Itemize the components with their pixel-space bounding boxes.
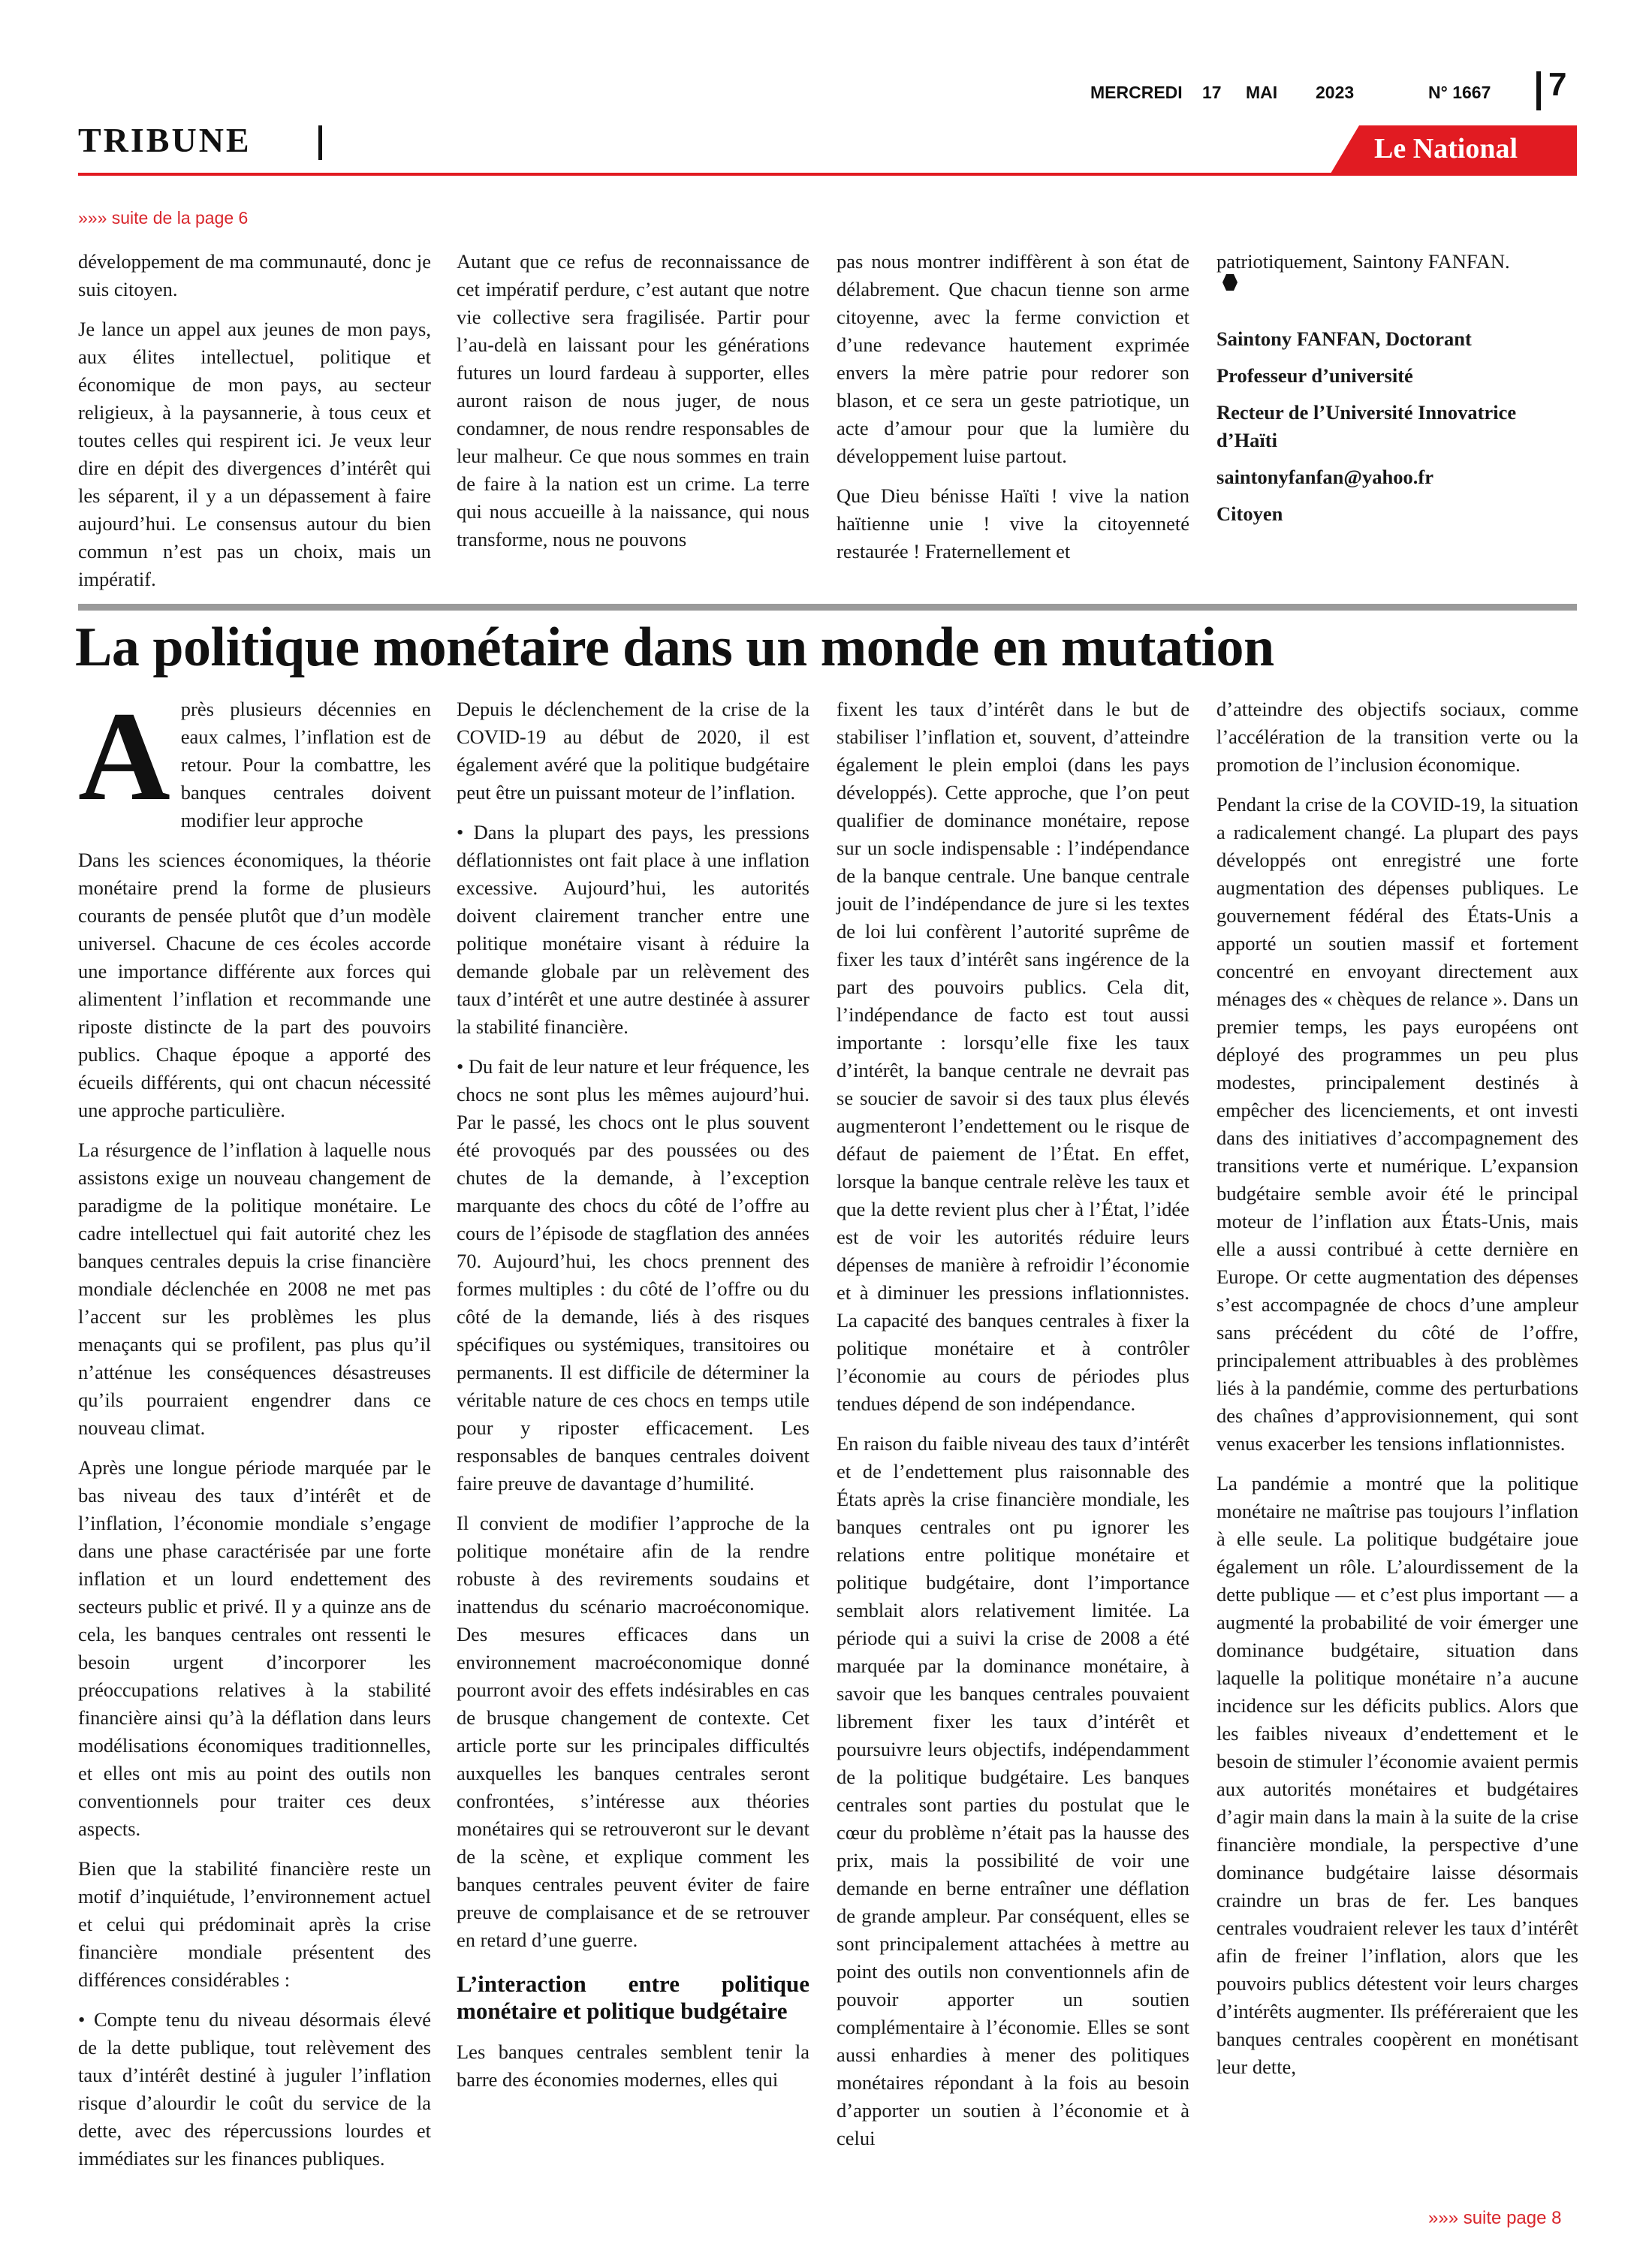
- date-day: 17: [1202, 83, 1222, 102]
- continued-to-link[interactable]: »»» suite page 8: [1428, 2208, 1562, 2228]
- article-headline: La politique monétaire dans un monde en mutation: [75, 617, 1274, 678]
- paragraph: Dans les sciences économiques, la théorie monétaire prend la forme de plusieurs courants de pensée plutôt que d’un modèle universel. Chacune de ces écoles accorde une importance différente aux forces qui alimentent l’inflation et recommande une riposte distincte de la part des pouvoirs publics. Chaque époque a apporté des écueils différents, qui ont chacun nécessité une approche particulière.: [78, 849, 431, 1121]
- paragraph: Autant que ce refus de reconnaissance de cet impératif perdure, c’est autant que notre vie collective sera fragilisée. Partir pour l’au-delà en laissant pour les générations futures un lourd fardeau à supporter, elles auront raison de nous juger, de nous condamner, de nous rendre responsables de leur malheur. Ce que nous sommes en train de faire à la nation est un crime. La terre qui nous accueille à la naissance, qui nous transforme, nous ne pouvons: [457, 250, 809, 550]
- paragraph: Pendant la crise de la COVID-19, la situation a radicalement changé. La plupart des pays développés ont enregistré une forte augmentation des dépenses publiques. Le gouvernement fédéral des États-Unis a apporté un soutien massif et fortement concentré en envoyant directement aux ménages des « chèques de relance ». Dans un premier temps, les pays européens ont déployé des programmes un peu plus modestes, principalement destinés à empêcher des licenciements, et ont investi dans des initiatives d’accompagnement des transitions verte et numérique. L’expansion budgétaire semble avoir été le principal moteur de l’inflation aux États-Unis, mais elle a aussi contribué à cette dernière en Europe. Or cette augmentation des dépenses s’est accompagnée de chocs d’une ampleur sans précédent du côté de l’offre, principalement attribuables à des problèmes liés à la pandémie, comme des perturbations des chaînes d’approvisionnement, qui sont venus exacerber les tensions inflationnistes.: [1216, 793, 1578, 1455]
- tribune-column-1: [78, 248, 431, 605]
- paragraph: pas nous montrer indiffèrent à son état de délabrement. Que chacun tienne son arme citoyenne, avec la ferme conviction et d’une redevance hautement exprimée envers la mère patrie pour redorer son blason, et ce sera un geste patriotique, un acte d’amour pour que la lumière du développement luise partout.: [837, 250, 1189, 467]
- article-column-1: [78, 686, 431, 2185]
- newspaper-logo: Le National: [1374, 133, 1518, 164]
- signature-name: Saintony FANFAN, Doctorant: [1216, 327, 1472, 350]
- paragraph: • Compte tenu du niveau désormais élevé de la dette publique, tout relèvement des taux d’intérêt destiné à juguler l’inflation risque d’alourdir le coût du service de la dette, avec des répercussions lourdes et immédiates sur les finances publiques.: [78, 2008, 431, 2170]
- paragraph: patriotiquement, Saintony FANFAN.: [1216, 250, 1510, 273]
- author-signature: [1216, 325, 1578, 528]
- article-column-4: [1216, 695, 1578, 2093]
- signature-email[interactable]: saintonyfanfan@yahoo.fr: [1216, 466, 1433, 488]
- header-rule: [78, 173, 1577, 176]
- drop-cap: A: [78, 686, 170, 827]
- tribune-column-4: [1216, 248, 1578, 537]
- page-number: 7: [1548, 66, 1567, 103]
- issue-number: N° 1667: [1428, 83, 1491, 102]
- article-column-3: [837, 695, 1189, 2164]
- tribune-column-3: [837, 248, 1189, 578]
- tribune-column-2: [457, 248, 809, 566]
- date-weekday: MERCREDI: [1090, 83, 1183, 102]
- date-month: MAI: [1246, 83, 1278, 102]
- signature-role: Citoyen: [1216, 502, 1283, 525]
- paragraph: La pandémie a montré que la politique monétaire ne maîtrise pas toujours l’inflation à elle seule. La politique budgétaire joue également un rôle. L’alourdissement de la dette publique — et c’est plus important — a augmenté la probabilité de voir émerger une dominance budgétaire, situation dans laquelle la politique monétaire n’a aucune incidence sur les déficits publics. Alors que les faibles niveaux d’endettement et le besoin de stimuler l’économie avaient permis aux autorités monétaires et budgétaires d’agir main dans la main à la suite de la crise financière mondiale, la perspective d’une dominance budgétaire laisse désormais craindre un bras de fer. Les banques centrales voudraient relever les taux d’intérêt afin de freiner l’inflation, alors que les pouvoirs publics détestent voir leurs charges d’intérêts augmenter. Ils préféreraient que les banques centrales coopèrent en monétisant leur dette,: [1216, 1472, 1579, 2078]
- paragraph: • Dans la plupart des pays, les pressions déflationnistes ont fait place à une inflation excessive. Aujourd’hui, les autorités doivent clairement trancher entre une politique monétaire visant à réduire la demande globale par un relèvement des taux d’intérêt et une autre destinée à assurer la stabilité financière.: [457, 821, 809, 1038]
- page-number-divider: [1536, 71, 1541, 110]
- continued-from-link[interactable]: »»» suite de la page 6: [78, 208, 249, 228]
- lead-text: près plusieurs décennies en eaux calmes, l’inflation est de retour. Pour la combattre, les banques centrales doivent modifier leur approche: [180, 698, 431, 831]
- paragraph: fixent les taux d’intérêt dans le but de stabiliser l’inflation et, souvent, d’atteindre également le plein emploi (dans les pays développés). Cette approche, que l’on peut qualifier de dominance monétaire, repose sur un socle indispensable : l’indépendance de la banque centrale. Une banque centrale jouit de l’indépendance de jure si les textes de loi lui confèrent l’autorité suprême de fixer les taux d’intérêt sans ingérence de la part des pouvoirs publics. Cela dit, l’indépendance de facto est tout aussi importante : lorsqu’elle fixe les taux d’intérêt, la banque centrale ne devrait pas se soucier de savoir si des taux plus élevés augmenteront l’endettement ou le risque de défaut de paiement de l’État. En effet, lorsque la banque centrale relève les taux et que la dette revient plus cher à l’État, l’idée est de voir les autorités réduire leurs dépenses de manière à refroidir l’économie et à diminuer les pressions inflationnistes. La capacité des banques centrales à fixer la politique monétaire et à contrôler l’économie au cours de périodes plus tendues dépend de son indépendance.: [837, 698, 1189, 1415]
- lead-paragraph: [78, 686, 431, 834]
- paragraph: d’atteindre des objectifs sociaux, comme l’accélération de la transition verte ou la promotion de l’inclusion économique.: [1216, 698, 1578, 776]
- paragraph: Depuis le déclenchement de la crise de la COVID-19 au début de 2020, il est également avéré que la politique budgétaire peut être un puissant moteur de l’inflation.: [457, 698, 809, 804]
- article-column-2: [457, 695, 809, 2106]
- paragraph: Les banques centrales semblent tenir la barre des économies modernes, elles qui: [457, 2040, 809, 2091]
- rubric-divider: [318, 125, 322, 160]
- paragraph: • Du fait de leur nature et leur fréquence, les chocs ne sont plus les mêmes aujourd’hui. Par le passé, les chocs ont le plus souvent été provoqués par des poussées ou des chutes de la demande, à l’exception marquante des chocs du côté de l’offre au cours de l’épisode de stagflation des années 70. Aujourd’hui, les chocs prennent des formes multiples : du côté de l’offre ou du côté de la demande, liés à des risques spécifiques ou systémiques, transitoires ou permanents. Il est difficile de déterminer la véritable nature de ces chocs en temps utile pour y riposter efficacement. Les responsables de banques centrales doivent faire preuve de davantage d’humilité.: [457, 1055, 809, 1494]
- paragraph: Je lance un appel aux jeunes de mon pays, aux élites intellectuel, politique et économique de mon pays, au secteur religieux, à la paysannerie, à tous ceux et toutes celles qui respirent ici. Je veux leur dire en dépit des divergences d’intérêt qui les séparent, il y a un dépassement à faire aujourd’hui. Le consensus autour du bien commun n’est pas un choix, mais un impératif.: [78, 318, 431, 590]
- paragraph: développement de ma communauté, donc je suis citoyen.: [78, 250, 431, 300]
- signature-title: Professeur d’université: [1216, 364, 1413, 387]
- paragraph: Bien que la stabilité financière reste un motif d’inquiétude, l’environnement actuel et celui qui prédominait après la crise financière mondiale présentent des différences considérables :: [78, 1857, 431, 1991]
- signature-affiliation: Recteur de l’Université Innovatrice d’Haïti: [1216, 401, 1517, 451]
- paragraph: En raison du faible niveau des taux d’intérêt et de l’endettement plus raisonnable des États après la crise financière mondiale, les banques centrales ont pu ignorer les relations entre politique monétaire et politique budgétaire, dont l’importance semblait alors relativement limitée. La période qui a suivi la crise de 2008 a été marquée par la dominance monétaire, à savoir que les banques centrales pouvaient librement fixer les taux d’intérêt et poursuivre leurs objectifs, indépendamment de la politique budgétaire. Les banques centrales sont parties du postulat que le cœur du problème n’était pas la hausse des prix, mais la possibilité de voir une demande en berne entraîner une déflation de grande ampleur. Par conséquent, elles se sont principalement attachées à mettre au point des outils non conventionnels afin de pouvoir apporter un soutien complémentaire à l’économie. Elles se sont aussi enhardies à mener des politiques monétaires répondant à la fois au besoin d’apporter un soutien à l’économie et à celui: [837, 1432, 1189, 2149]
- paragraph: Il convient de modifier l’approche de la politique monétaire afin de la rendre robuste à des revirements soudains et inattendus du scénario macroéconomique. Des mesures efficaces dans un environnement macroéconomique donné pourront avoir des effets indésirables en cas de brusque changement de contexte. Cet article porte sur les principales difficultés auxquelles les banques centrales seront confrontées, s’intéresse aux théories monétaires qui se retrouveront sur le devant de la scène, et explique comment les banques centrales peuvent éviter de faire preuve de complaisance et de se retrouver en retard d’une guerre.: [457, 1512, 809, 1951]
- paragraph: Que Dieu bénisse Haïti ! vive la nation haïtienne unie ! vive la citoyenneté restaurée ! Fraternellement et: [837, 484, 1189, 562]
- paragraph: La résurgence de l’inflation à laquelle nous assistons exige un nouveau changement de paradigme de la politique monétaire. Le cadre intellectuel qui fait autorité chez les banques centrales depuis la crise financière mondiale déclenchée en 2008 ne met pas l’accent sur les problèmes les plus menaçants qui se profilent, pas plus qu’il n’atténue les conséquences désastreuses qu’ils pourraient engendrer dans ce nouveau climat.: [78, 1139, 431, 1439]
- section-separator: [78, 604, 1577, 611]
- article-subheading: L’interaction entre politique monétaire et politique budgétaire: [457, 1971, 809, 2024]
- section-rubric: TRIBUNE: [78, 121, 252, 159]
- date-year: 2023: [1316, 83, 1355, 102]
- paragraph: Après une longue période marquée par le bas niveau des taux d’intérêt et de l’inflation, l’économie mondiale s’engage dans une phase caractérisée par une forte inflation et un lourd endettement des secteurs public et privé. Il y a quinze ans de cela, les banques centrales ont ressenti le besoin urgent d’incorporer les préoccupations relatives à la stabilité financière ainsi qu’à la déflation dans leurs modélisations économiques traditionnelles, et elles ont mis au point des outils non conventionnels pour traiter ces deux aspects.: [78, 1456, 431, 1840]
